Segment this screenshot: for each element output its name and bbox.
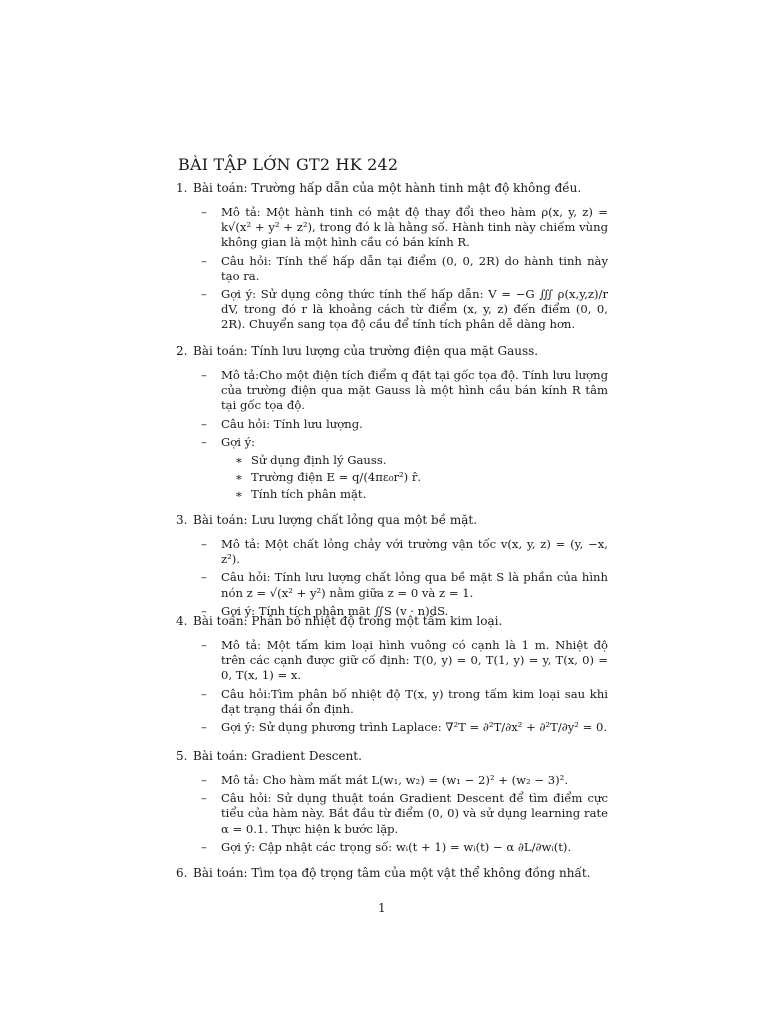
list-item: – Gợi ý: ∗ Sử dụng định lý Gauss. ∗ Trường điện E = q/(4πε₀r²) r̂. ∗ Tính tích phân mặt. [221,435,608,503]
problem-2 [176,343,612,503]
problem-heading: Bài toán: Tính lưu lượng của trường điện qua mặt Gauss. [193,344,539,358]
problem-number: 6. [176,866,188,880]
problem-6 [176,865,612,881]
list-item: – Câu hỏi: Sử dụng thuật toán Gradient Descent để tìm điểm cực tiểu của hàm này. Bắt đầu từ điểm (0, 0) và sử dụng learning rate α = 0.1. Thực hiện k bước lặp. [201,791,608,836]
list-item: – Gợi ý: Sử dụng phương trình Laplace: ∇²T = ∂²T/∂x² + ∂²T/∂y² = 0. [201,720,608,735]
problem-heading: Bài toán: Lưu lượng chất lỏng qua một bề mặt. [193,513,478,527]
list-item: – Câu hỏi: Tính lưu lượng chất lỏng qua bề mặt S là phần của hình nón z = √(x² + y²) nằm giữa z = 0 và z = 1. [201,570,608,600]
problem-number: 1. [176,181,188,195]
problem-1 [176,180,612,333]
problem-5 [176,748,612,855]
hint-item: ∗ Trường điện E = q/(4πε₀r²) r̂. [235,470,422,485]
list-item: – Gợi ý: Cập nhật các trọng số: wᵢ(t + 1) = wᵢ(t) − α ∂L/∂wᵢ(t). [201,839,572,854]
problem-heading: Bài toán: Phân bố nhiệt độ trong một tấm kim loại. [193,614,503,628]
list-item: – Câu hỏi: Tính thế hấp dẫn tại điểm (0, 0, 2R) do hành tinh này tạo ra. [201,253,608,283]
list-item: – Mô tả: Một chất lỏng chảy với trường vận tốc v(x, y, z) = (y, −x, z²). [201,537,608,567]
problem-number: 3. [176,513,188,527]
problem-number: 5. [176,749,188,763]
list-item: – Mô tả: Cho hàm mất mát L(w₁, w₂) = (w₁ − 2)² + (w₂ − 3)². [201,773,569,787]
problem-heading: Bài toán: Trường hấp dẫn của một hành tinh mật độ không đều. [193,181,582,195]
problem-heading: Bài toán: Gradient Descent. [193,749,362,763]
list-item: – Gợi ý: Tính tích phân mặt ∬S (v · n)dS. [201,603,449,618]
page-number: 1 [378,901,386,915]
hint-item: ∗ Sử dụng định lý Gauss. [235,453,387,468]
problem-4 [176,613,612,735]
problem-number: 2. [176,344,188,358]
hint-item: ∗ Tính tích phân mặt. [235,487,367,502]
problem-number: 4. [176,614,188,628]
page-title: BÀI TẬP LỚN GT2 HK 242 [178,155,399,174]
list-item: – Mô tả:Cho một điện tích điểm q đặt tại gốc tọa độ. Tính lưu lượng của trường điện qua mặt Gauss là một hình cầu bán kính R tâm tại gốc tọa độ. [201,368,608,413]
problem-heading: Bài toán: Tìm tọa độ trọng tâm của một vật thể không đồng nhất. [193,866,591,880]
list-item: – Câu hỏi:Tìm phân bố nhiệt độ T(x, y) trong tấm kim loại sau khi đạt trạng thái ổn định. [201,686,608,716]
list-item: – Gợi ý: Sử dụng công thức tính thế hấp dẫn: V = −G ∭ ρ(x,y,z)/r dV, trong đó r là khoảng cách từ điểm (x, y, z) đến điểm (0, 0, 2R). Chuyển sang tọa độ cầu để tính tích phân dễ dàng hơn. [201,287,608,332]
list-item: – Mô tả: Một tấm kim loại hình vuông có cạnh là 1 m. Nhiệt độ trên các cạnh được giữ cố định: T(0, y) = 0, T(1, y) = y, T(x, 0) = 0, T(x, 1) = x. [201,638,608,683]
problem-3 [176,512,612,619]
list-item: – Mô tả: Một hành tinh có mật độ thay đổi theo hàm ρ(x, y, z) = k√(x² + y² + z²), trong đó k là hằng số. Hành tinh này chiếm vùng không gian là một hình cầu có bán kính R. [201,205,608,250]
list-item: – Câu hỏi: Tính lưu lượng. [201,416,363,431]
